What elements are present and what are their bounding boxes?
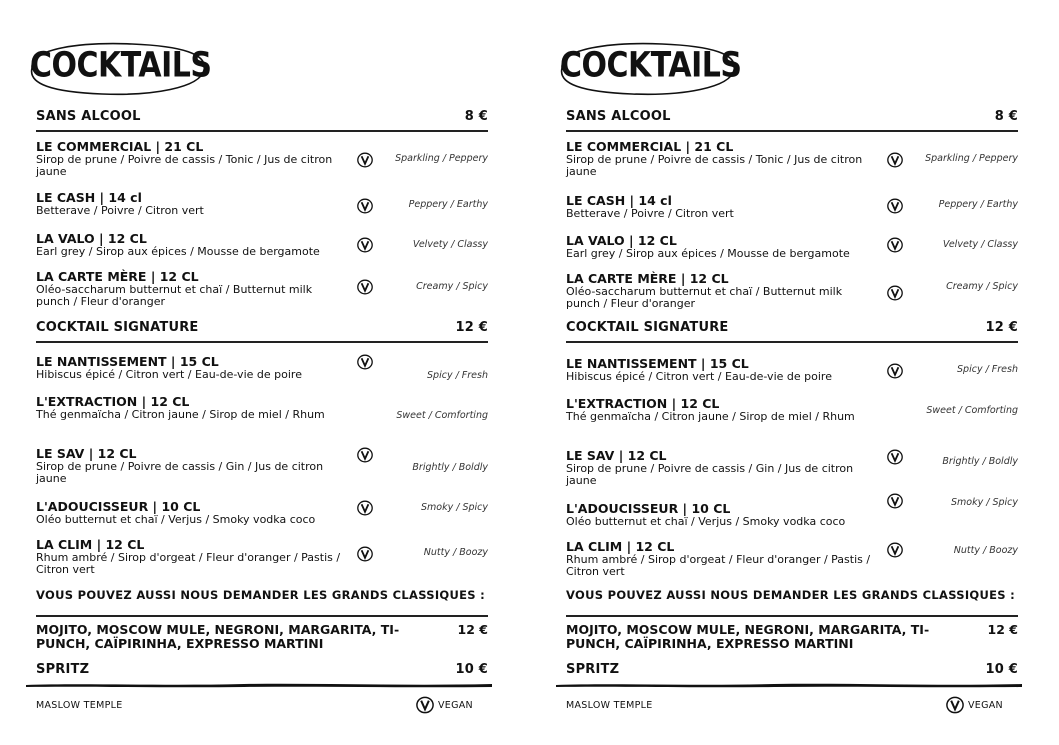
section-price: 8 € [994, 109, 1018, 124]
item-flavor-tag: Peppery / Earthy [938, 199, 1018, 210]
vegan-v-icon [887, 198, 903, 214]
section-price: 10 € [985, 662, 1018, 677]
item-flavor-tag: Sweet / Comforting [926, 405, 1018, 416]
classics-list: MOJITO, MOSCOW MULE, NEGRONI, MARGARITA, TI-PUNCH, CAÏPIRINHA, EXPRESSO MARTINI [566, 622, 930, 651]
section-name: SANS ALCOOL [566, 109, 671, 124]
item-title: LE NANTISSEMENT | 15 CL [36, 354, 219, 369]
item-description: Betterave / Poivre / Citron vert [36, 204, 204, 217]
item-description: Sirop de prune / Poivre de cassis / Tonic / Jus de citron jaune [36, 153, 333, 178]
item-flavor-tag: Nutty / Boozy [953, 545, 1018, 556]
cocktail-item [566, 449, 1018, 486]
item-flavor-tag: Smoky / Spicy [420, 502, 488, 513]
vegan-v-icon [887, 152, 903, 168]
cocktails-logo [552, 38, 742, 98]
section-sans-alcool [566, 109, 1018, 131]
footer-vegan-label: VEGAN [968, 700, 1003, 711]
section-cocktail-signature [566, 320, 1018, 342]
divider [566, 615, 1018, 617]
cocktail-item [36, 538, 488, 575]
section-price: 8 € [464, 109, 488, 124]
item-description: Sirop de prune / Poivre de cassis / Gin / Jus de citron jaune [36, 460, 324, 485]
cocktail-item [36, 191, 488, 217]
item-description: Earl grey / Sirop aux épices / Mousse de bergamote [36, 245, 320, 258]
cocktail-item [36, 232, 488, 258]
brush-stroke-divider [24, 680, 494, 690]
item-description: Rhum ambré / Sirop d'orgeat / Fleur d'oranger / Pastis / Citron vert [566, 553, 871, 578]
cocktail-item [566, 234, 1018, 260]
item-description: Earl grey / Sirop aux épices / Mousse de bergamote [566, 247, 850, 260]
item-description: Thé genmaïcha / Citron jaune / Sirop de miel / Rhum [36, 408, 325, 421]
item-flavor-tag: Sparkling / Peppery [395, 153, 488, 164]
item-flavor-tag: Brightly / Boldly [942, 456, 1018, 467]
section-sans-alcool [36, 109, 488, 131]
classics-block [566, 623, 1018, 651]
item-flavor-tag: Sparkling / Peppery [925, 153, 1018, 164]
cocktail-item [36, 395, 488, 421]
item-title: LE CASH | 14 cl [566, 193, 672, 208]
item-title: L'ADOUCISSEUR | 10 CL [566, 501, 731, 516]
section-price: 12 € [985, 320, 1018, 335]
item-title: LA VALO | 12 CL [36, 231, 147, 246]
divider [36, 130, 488, 132]
item-description: Sirop de prune / Poivre de cassis / Gin / Jus de citron jaune [566, 462, 854, 487]
vegan-v-icon [416, 696, 434, 714]
item-description: Oléo-saccharum butternut et chaï / Butternut milk punch / Fleur d'oranger [36, 283, 313, 308]
cocktail-item [36, 500, 488, 526]
item-description: Hibiscus épicé / Citron vert / Eau-de-vie de poire [566, 370, 832, 383]
cocktail-item [566, 497, 1018, 528]
vegan-v-icon [357, 354, 373, 370]
section-price: 12 € [455, 320, 488, 335]
footer-brand: MASLOW TEMPLE [36, 700, 123, 711]
item-title: LE CASH | 14 cl [36, 190, 142, 205]
vegan-v-icon [357, 546, 373, 562]
divider [36, 615, 488, 617]
section-name: COCKTAIL SIGNATURE [566, 320, 729, 335]
classics-note: VOUS POUVEZ AUSSI NOUS DEMANDER LES GRANDS CLASSIQUES : [36, 588, 486, 602]
classics-price: 12 € [457, 622, 488, 637]
cocktails-logo [22, 38, 212, 98]
item-description: Rhum ambré / Sirop d'orgeat / Fleur d'oranger / Pastis / Citron vert [36, 551, 341, 576]
item-title: LE COMMERCIAL | 21 CL [36, 139, 204, 154]
item-flavor-tag: Velvety / Classy [942, 239, 1018, 250]
item-description: Oléo butternut et chaï / Verjus / Smoky vodka coco [36, 513, 316, 526]
menu-page-right [558, 0, 1038, 745]
item-title: LA CLIM | 12 CL [36, 537, 145, 552]
section-cocktail-signature [36, 320, 488, 342]
cocktail-item [36, 270, 488, 307]
vegan-v-icon [887, 493, 903, 509]
page-title: COCKTAILS [30, 45, 212, 86]
page-title: COCKTAILS [560, 45, 742, 86]
item-title: L'EXTRACTION | 12 CL [566, 396, 720, 411]
vegan-v-icon [887, 237, 903, 253]
item-title: LE NANTISSEMENT | 15 CL [566, 356, 749, 371]
item-description: Oléo butternut et chaï / Verjus / Smoky vodka coco [566, 515, 846, 528]
classics-note: VOUS POUVEZ AUSSI NOUS DEMANDER LES GRANDS CLASSIQUES : [566, 588, 1016, 602]
vegan-v-icon [357, 198, 373, 214]
footer-vegan-label: VEGAN [438, 700, 473, 711]
menu-page-left [28, 0, 508, 745]
item-flavor-tag: Creamy / Spicy [946, 281, 1018, 292]
cocktail-item [566, 397, 1018, 423]
item-flavor-tag: Spicy / Fresh [957, 364, 1018, 375]
item-flavor-tag: Peppery / Earthy [408, 199, 488, 210]
item-flavor-tag: Nutty / Boozy [423, 547, 488, 558]
cocktail-item [566, 140, 1018, 177]
item-flavor-tag: Creamy / Spicy [416, 281, 488, 292]
item-description: Sirop de prune / Poivre de cassis / Tonic / Jus de citron jaune [566, 153, 863, 178]
cocktail-item [36, 140, 488, 177]
cocktail-item [36, 447, 488, 484]
item-title: LA CARTE MÈRE | 12 CL [566, 271, 729, 286]
item-flavor-tag: Smoky / Spicy [950, 497, 1018, 508]
vegan-v-icon [357, 447, 373, 463]
item-title: LE SAV | 12 CL [566, 448, 667, 463]
item-description: Oléo-saccharum butternut et chaï / Butternut milk punch / Fleur d'oranger [566, 285, 843, 310]
footer-brand: MASLOW TEMPLE [566, 700, 653, 711]
classics-list: MOJITO, MOSCOW MULE, NEGRONI, MARGARITA, TI-PUNCH, CAÏPIRINHA, EXPRESSO MARTINI [36, 622, 400, 651]
vegan-v-icon [357, 152, 373, 168]
vegan-v-icon [357, 500, 373, 516]
divider [36, 341, 488, 343]
item-title: LA VALO | 12 CL [566, 233, 677, 248]
brush-stroke-divider [554, 680, 1024, 690]
item-flavor-tag: Sweet / Comforting [396, 410, 488, 421]
vegan-v-icon [887, 542, 903, 558]
item-title: LE SAV | 12 CL [36, 446, 137, 461]
item-description: Hibiscus épicé / Citron vert / Eau-de-vie de poire [36, 368, 302, 381]
cocktail-item [566, 357, 1018, 383]
vegan-v-icon [887, 449, 903, 465]
section-price: 10 € [455, 662, 488, 677]
section-name: SPRITZ [36, 662, 90, 677]
item-flavor-tag: Brightly / Boldly [412, 462, 488, 473]
section-name: SPRITZ [566, 662, 620, 677]
item-title: L'ADOUCISSEUR | 10 CL [36, 499, 201, 514]
vegan-v-icon [887, 363, 903, 379]
cocktail-item [566, 194, 1018, 220]
item-description: Thé genmaïcha / Citron jaune / Sirop de miel / Rhum [566, 410, 855, 423]
divider [566, 341, 1018, 343]
section-name: SANS ALCOOL [36, 109, 141, 124]
vegan-v-icon [357, 279, 373, 295]
item-title: L'EXTRACTION | 12 CL [36, 394, 190, 409]
item-title: LA CLIM | 12 CL [566, 539, 675, 554]
classics-block [36, 623, 488, 651]
vegan-v-icon [357, 237, 373, 253]
item-description: Betterave / Poivre / Citron vert [566, 207, 734, 220]
classics-price: 12 € [987, 622, 1018, 637]
item-title: LE COMMERCIAL | 21 CL [566, 139, 734, 154]
item-flavor-tag: Spicy / Fresh [427, 370, 488, 381]
divider [566, 130, 1018, 132]
section-name: COCKTAIL SIGNATURE [36, 320, 199, 335]
cocktail-item [36, 355, 488, 381]
item-flavor-tag: Velvety / Classy [412, 239, 488, 250]
item-title: LA CARTE MÈRE | 12 CL [36, 269, 199, 284]
vegan-v-icon [946, 696, 964, 714]
cocktail-item [566, 540, 1018, 577]
vegan-v-icon [887, 285, 903, 301]
cocktail-item [566, 272, 1018, 309]
